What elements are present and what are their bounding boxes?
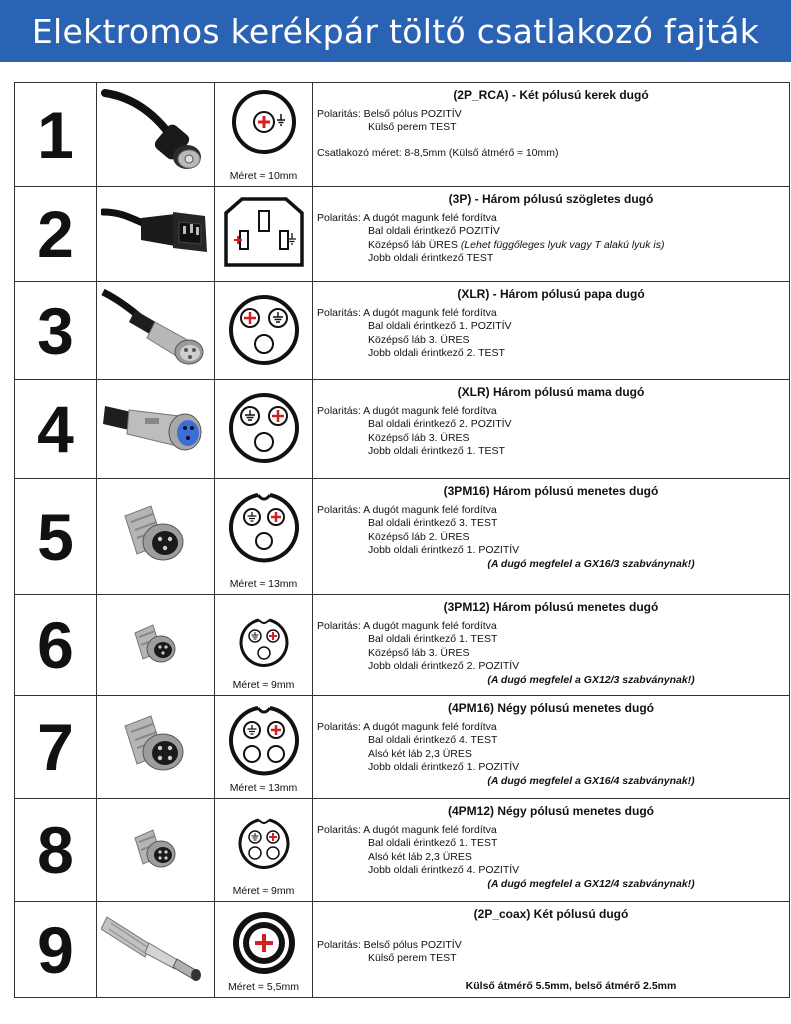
- row-number: 1: [15, 83, 97, 187]
- polarity-line: Jobb oldali érintkező 1. TEST: [368, 445, 505, 458]
- connector-title: (XLR) Három pólusú mama dugó: [457, 385, 645, 399]
- polarity-line: Alsó két láb 2,3 ÜRES: [368, 747, 472, 760]
- connector-row-6: [15, 595, 790, 696]
- row-number: 9: [15, 902, 97, 998]
- connector-photo-coax: [97, 902, 215, 998]
- pinout-diagram-cell: [215, 187, 313, 282]
- polarity-line: Bal oldali érintkező 1. TEST: [368, 837, 498, 850]
- row-number: 3: [15, 282, 97, 380]
- polarity-line: Jobb oldali érintkező 1. POZITÍV: [368, 544, 520, 557]
- connector-description: [313, 799, 790, 902]
- row-number: 5: [15, 479, 97, 595]
- row-number: 7: [15, 696, 97, 799]
- connector-photo-rca: [97, 83, 215, 187]
- polarity-line: Bal oldali érintkező 1. TEST: [368, 633, 498, 646]
- connector-photo-xlr-female: [97, 380, 215, 479]
- standard-note: (A dugó megfelel a GX16/3 szabványnak!): [487, 557, 695, 570]
- polarity-line: Jobb oldali érintkező 1. POZITÍV: [368, 761, 520, 774]
- pinout-gx12-4-icon: [237, 817, 291, 871]
- connector-description: [313, 83, 790, 187]
- connector-title: (2P_coax) Két pólusú dugó: [473, 907, 629, 921]
- dc-coax-plug-photo: [101, 907, 211, 993]
- standard-note: (A dugó megfelel a GX16/4 szabványnak!): [487, 774, 695, 787]
- polarity-line: Bal oldali érintkező POZITÍV: [368, 225, 500, 238]
- polarity-text: Polaritás: A dugót magunk felé fordítva: [317, 306, 497, 319]
- connector-row-5: [15, 479, 790, 595]
- polarity-line: Középső láb 2. ÜRES: [368, 530, 470, 543]
- pinout-diagram-cell: [215, 696, 313, 799]
- dimension-note: Külső átmérő 5.5mm, belső átmérő 2.5mm: [465, 979, 677, 992]
- polarity-text: Polaritás: Belső pólus POZITÍV: [317, 107, 462, 120]
- gx12-3-photo: [101, 605, 211, 685]
- connector-row-3: [15, 282, 790, 380]
- polarity-note: (Lehet függőleges lyuk vagy T alakú lyuk is): [460, 238, 665, 251]
- pinout-xlr-male-icon: [228, 294, 300, 366]
- title-banner: [0, 0, 791, 62]
- row-number: 8: [15, 799, 97, 902]
- connector-photo-3pm16: [97, 479, 215, 595]
- size-label: Méret = 5,5mm: [228, 981, 299, 994]
- connector-title: (4PM16) Négy pólusú menetes dugó: [447, 701, 655, 715]
- pinout-3p-icon: [222, 195, 306, 271]
- row-number: 4: [15, 380, 97, 479]
- pinout-gx16-3-icon: [228, 491, 300, 563]
- polarity-line: Külső perem TEST: [368, 952, 457, 965]
- connector-row-4: [15, 380, 790, 479]
- connector-description: [313, 479, 790, 595]
- polarity-line: Jobb oldali érintkező 4. POZITÍV: [368, 864, 520, 877]
- connector-size-text: Csatlakozó méret: 8-8,5mm (Külső átmérő ≈ 10mm): [317, 146, 559, 159]
- polarity-text: Polaritás: A dugót magunk felé fordítva: [317, 720, 497, 733]
- connector-photo-3pm12: [97, 595, 215, 696]
- polarity-text: Polaritás: A dugót magunk felé fordítva: [317, 503, 497, 516]
- connector-photo-4pm16: [97, 696, 215, 799]
- pinout-gx16-4-icon: [228, 704, 300, 776]
- size-label: Méret ≈ 9mm: [232, 885, 295, 897]
- polarity-text: Polaritás: A dugót magunk felé fordítva: [317, 823, 497, 836]
- connector-description: [313, 187, 790, 282]
- polarity-line: Bal oldali érintkező 1. POZITÍV: [368, 320, 512, 333]
- polarity-line: Külső perem TEST: [368, 121, 457, 134]
- connector-title: (2P_RCA) - Két pólusú kerek dugó: [453, 88, 649, 102]
- gx16-4-photo: [101, 702, 211, 792]
- pinout-diagram-cell: [215, 282, 313, 380]
- pinout-coax-icon: [231, 910, 297, 976]
- polarity-line: Bal oldali érintkező 3. TEST: [368, 517, 498, 530]
- polarity-text: Polaritás: A dugót magunk felé fordítva: [317, 211, 497, 224]
- pinout-diagram-cell: [215, 902, 313, 998]
- connector-title: (3PM12) Három pólusú menetes dugó: [443, 600, 659, 614]
- xlr-male-photo: [101, 288, 211, 374]
- polarity-line: Középső láb 3. ÜRES: [368, 646, 470, 659]
- standard-note: (A dugó megfelel a GX12/3 szabványnak!): [487, 673, 695, 686]
- connector-title: (3P) - Három pólusú szögletes dugó: [448, 192, 654, 206]
- size-label: Méret ≈ 10mm: [229, 170, 298, 182]
- connector-row-8: [15, 799, 790, 902]
- iec-plug-photo: [101, 194, 211, 274]
- pinout-gx12-3-icon: [238, 617, 290, 669]
- polarity-line: Bal oldali érintkező 2. POZITÍV: [368, 418, 512, 431]
- connector-title: (3PM16) Három pólusú menetes dugó: [443, 484, 659, 498]
- rca-plug-photo: [101, 87, 211, 183]
- polarity-line: Bal oldali érintkező 4. TEST: [368, 734, 498, 747]
- page-title: Elektromos kerékpár töltő csatlakozó fajták: [31, 11, 760, 51]
- connector-photo-3p: [97, 187, 215, 282]
- polarity-line: Jobb oldali érintkező 2. TEST: [368, 347, 505, 360]
- connector-photo-4pm12: [97, 799, 215, 902]
- connector-description: [313, 282, 790, 380]
- connector-description: [313, 595, 790, 696]
- connector-description: [313, 380, 790, 479]
- polarity-line: Jobb oldali érintkező 2. POZITÍV: [368, 660, 520, 673]
- connector-description: [313, 696, 790, 799]
- connector-description: [313, 902, 790, 998]
- connector-photo-xlr-male: [97, 282, 215, 380]
- pinout-xlr-female-icon: [228, 392, 300, 464]
- pinout-rca-icon: [231, 89, 297, 155]
- polarity-line: Középső láb ÜRES (Lehet függőleges lyuk vagy T alakú lyuk is): [368, 238, 665, 251]
- row-number: 2: [15, 187, 97, 282]
- connector-row-9: [15, 902, 790, 998]
- standard-note: (A dugó megfelel a GX12/4 szabványnak!): [487, 877, 695, 890]
- size-label: Méret ≈ 13mm: [229, 782, 298, 794]
- gx12-4-photo: [101, 810, 211, 890]
- xlr-female-photo: [101, 388, 211, 470]
- polarity-line: Jobb oldali érintkező TEST: [368, 252, 494, 265]
- pinout-diagram-cell: [215, 799, 313, 902]
- pinout-diagram-cell: [215, 380, 313, 479]
- size-label: Méret ≈ 13mm: [229, 578, 298, 590]
- connector-title: (4PM12) Négy pólusú menetes dugó: [447, 804, 655, 818]
- connector-row-2: [15, 187, 790, 282]
- row-number: 6: [15, 595, 97, 696]
- gx16-3-photo: [101, 492, 211, 582]
- pinout-diagram-cell: [215, 479, 313, 595]
- connector-table: [14, 82, 790, 998]
- pinout-diagram-cell: [215, 83, 313, 187]
- connector-row-7: [15, 696, 790, 799]
- connector-row-1: [15, 83, 790, 187]
- polarity-line: Középső láb 3. ÜRES: [368, 333, 470, 346]
- polarity-line: Középső láb 3. ÜRES: [368, 431, 470, 444]
- polarity-text: Polaritás: Belső pólus POZITÍV: [317, 938, 462, 951]
- connector-title: (XLR) - Három pólusú papa dugó: [457, 287, 645, 301]
- size-label: Méret ≈ 9mm: [232, 679, 295, 691]
- pinout-diagram-cell: [215, 595, 313, 696]
- polarity-text: Polaritás: A dugót magunk felé fordítva: [317, 404, 497, 417]
- polarity-line: Alsó két láb 2,3 ÜRES: [368, 850, 472, 863]
- polarity-text: Polaritás: A dugót magunk felé fordítva: [317, 619, 497, 632]
